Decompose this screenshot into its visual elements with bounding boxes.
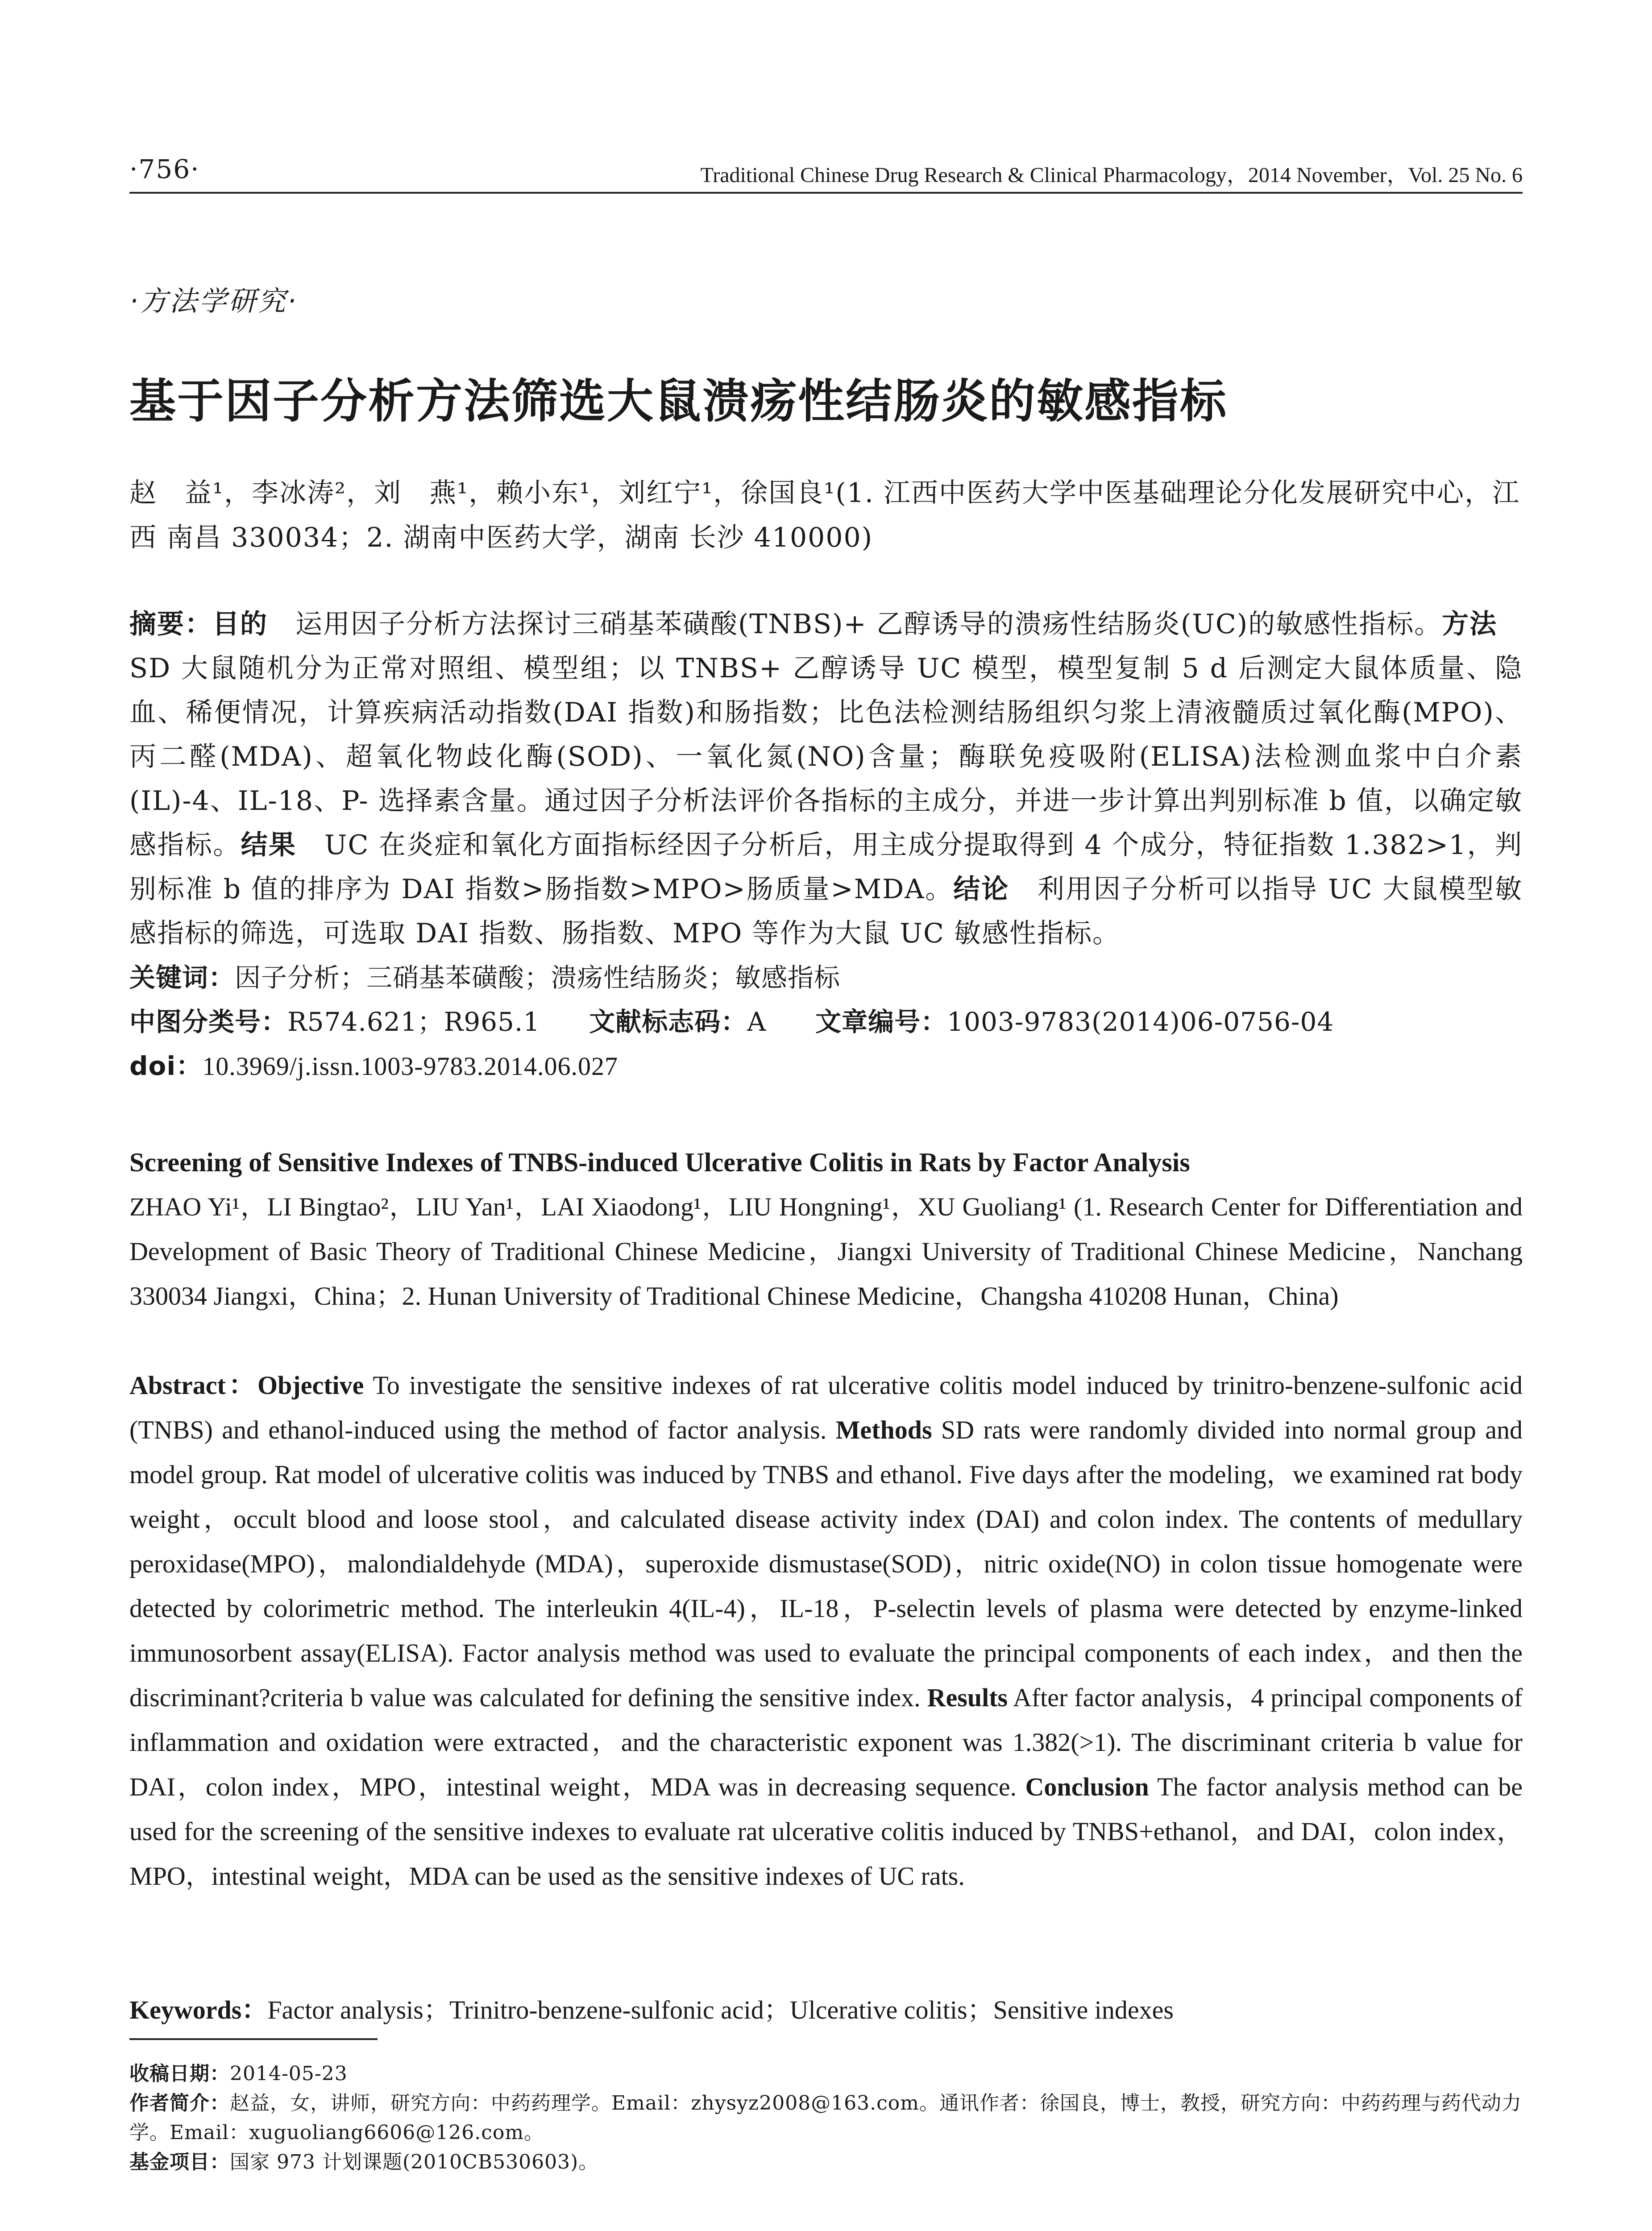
results-en-text: After factor analysis，4 principal components of inflammation and oxidation were extracted，and the characteristic exponent was 1.382(>1). The discriminant criteria b value for DAI，colon index，MPO，intestinal weight，MDA was in decreasing sequence. [129,1683,1523,1801]
section-tag: ·方法学研究· [129,285,298,317]
page-number: ·756· [129,154,200,184]
keywords-en-text: Factor analysis；Trinitro-benzene-sulfonic acid；Ulcerative colitis；Sensitive indexes [267,1995,1174,2024]
bio-label: 作者简介： [129,2092,230,2115]
article-number-value: 1003-9783(2014)06-0756-04 [947,1007,1334,1037]
received-date [129,2059,1523,2089]
abstract-en [129,1363,1523,1899]
fund-label: 基金项目： [129,2151,230,2173]
conclusion-en-label: Conclusion [1025,1772,1149,1801]
doi-value: 10.3969/j.issn.1003-9783.2014.06.027 [202,1052,618,1081]
objective-en-text: To investigate the sensitive indexes of rat ulcerative colitis model induced by trinitro-benzene-sulfonic acid (TNBS) and ethanol-induced using the method of factor analysis. [129,1371,1523,1444]
article-title-en: Screening of Sensitive Indexes of TNBS-induced Ulcerative Colitis in Rats by Factor Analysis [129,1148,1190,1177]
methods-text: SD 大鼠随机分为正常对照组、模型组；以 TNBS+ 乙醇诱导 UC 模型，模型复制 5 d 后测定大鼠体质量、隐血、稀便情况，计算疾病活动指数(DAI 指数)和肠指数；比色法检测结肠组织匀浆上清液髓质过氧化酶(MPO)、丙二醛(MDA)、超氧化物歧化酶(SOD)、一氧化氮(NO)含量；酶联免疫吸附(ELISA)法检测血浆中白介素 (IL)-4、IL-18、P- 选择素含量。通过因子分析法评价各指标的主成分，并进一步计算出判别标准 b 值，以确定敏感指标。 [129,609,1525,861]
objective-text: 运用因子分析方法探讨三硝基苯磺酸(TNBS)+ 乙醇诱导的溃疡性结肠炎(UC)的敏感性指标。 [268,609,1442,640]
footnote-divider [129,2038,378,2040]
article-number-label: 文章编号： [815,1007,947,1037]
doi-label: doi： [129,1051,203,1081]
objective-label: 目的 [212,609,268,640]
methods-en-text: SD rats were randomly divided into normal group and model group. Rat model of ulcerative colitis was induced by TNBS and ethanol. Five days after the modeling，we examined rat body weight，occult blood and loose stool，and calculated disease activity index (DAI) and colon index. The contents of medullary peroxidase(MPO)，malondialdehyde (MDA)，superoxide dismustase(SOD)，nitric oxide(NO) in colon tissue homogenate were detected by colorimetric method. The interleukin 4(IL-4)，IL-18，P-selectin levels of plasma were detected by enzyme-linked immunosorbent assay(ELISA). Factor analysis method was used to evaluate the principal components of each index，and then the discriminant?criteria b value was calculated for defining the sensitive index. [129,1415,1523,1712]
doc-code-value: A [747,1007,767,1037]
running-header [129,154,1523,190]
doc-code-label: 文献标志码： [589,1007,747,1037]
received-value: 2014-05-23 [230,2062,348,2085]
keywords-en [129,1988,1523,2032]
received-label: 收稿日期： [129,2062,230,2085]
authors-affiliations-cn: 赵 益¹，李冰涛²，刘 燕¹，赖小东¹，刘红宁¹，徐国良¹(1. 江西中医药大学中医基础理论分化发展研究中心，江西 南昌 330034；2. 湖南中医药大学，湖南 长沙 410000) [129,477,1520,553]
keywords-text: 因子分析；三硝基苯磺酸；溃疡性结肠炎；敏感指标 [235,962,841,993]
article-title-cn: 基于因子分析方法筛选大鼠溃疡性结肠炎的敏感指标 [129,374,1228,428]
objective-en-label: Objective [257,1371,364,1400]
funding [129,2148,1523,2177]
author-bio [129,2089,1523,2148]
classification-line [129,1000,1523,1044]
methods-en-label: Methods [835,1415,932,1444]
keywords-cn [129,956,1523,1000]
keywords-label: 关键词： [129,962,235,993]
results-text: UC 在炎症和氧化方面指标经因子分析后，用主成分提取得到 4 个成分，特征指数 1.382>1，判别标准 b 值的排序为 DAI 指数>肠指数>MPO>肠质量>MDA。 [129,829,1523,905]
footnotes [129,2059,1523,2177]
journal-citation: Traditional Chinese Drug Research & Clinical Pharmacology，2014 November，Vol. 25 No. 6 [700,163,1523,187]
conclusion-en-text: The factor analysis method can be used for the screening of the sensitive indexes to evaluate rat ulcerative colitis induced by TNBS+ethanol，and DAI，colon index，MPO，intestinal weight，MDA can be used as the sensitive indexes of UC rats. [129,1772,1523,1891]
header-divider [129,192,1523,194]
fund-text: 国家 973 计划课题(2010CB530603)。 [230,2151,599,2173]
clc-label: 中图分类号： [129,1007,288,1037]
bio-text: 赵益，女，讲师，研究方向：中药药理学。Email：zhysyz2008@163.com。通讯作者：徐国良，博士，教授，研究方向：中药药理与药代动力学。Email：xuguoliang6606@126.com。 [129,2092,1522,2144]
conclusion-text: 利用因子分析可以指导 UC 大鼠模型敏感指标的筛选，可选取 DAI 指数、肠指数、MPO 等作为大鼠 UC 敏感性指标。 [129,874,1523,949]
authors-affiliations-en: ZHAO Yi¹，LI Bingtao²，LIU Yan¹，LAI Xiaodong¹，LIU Hongning¹，XU Guoliang¹ (1. Research Center for Differentiation and Development of Basic Theory of Traditional Chinese Medicine，Jiangxi University of Traditional Chinese Medicine，Nanchang 330034 Jiangxi，China；2. Hunan University of Traditional Chinese Medicine，Changsha 410208 Hunan，China) [129,1192,1523,1310]
methods-label: 方法 [1442,609,1498,640]
clc-value: R574.621；R965.1 [287,1007,540,1037]
abstract-cn [129,602,1523,1088]
keywords-en-label: Keywords： [129,1995,268,2024]
results-label: 结果 [241,829,297,861]
abstract-en-label: Abstract： [129,1371,258,1400]
abstract-label: 摘要： [129,609,212,640]
results-en-label: Results [927,1683,1008,1712]
conclusion-label: 结论 [953,874,1010,905]
doi-line [129,1044,1523,1088]
